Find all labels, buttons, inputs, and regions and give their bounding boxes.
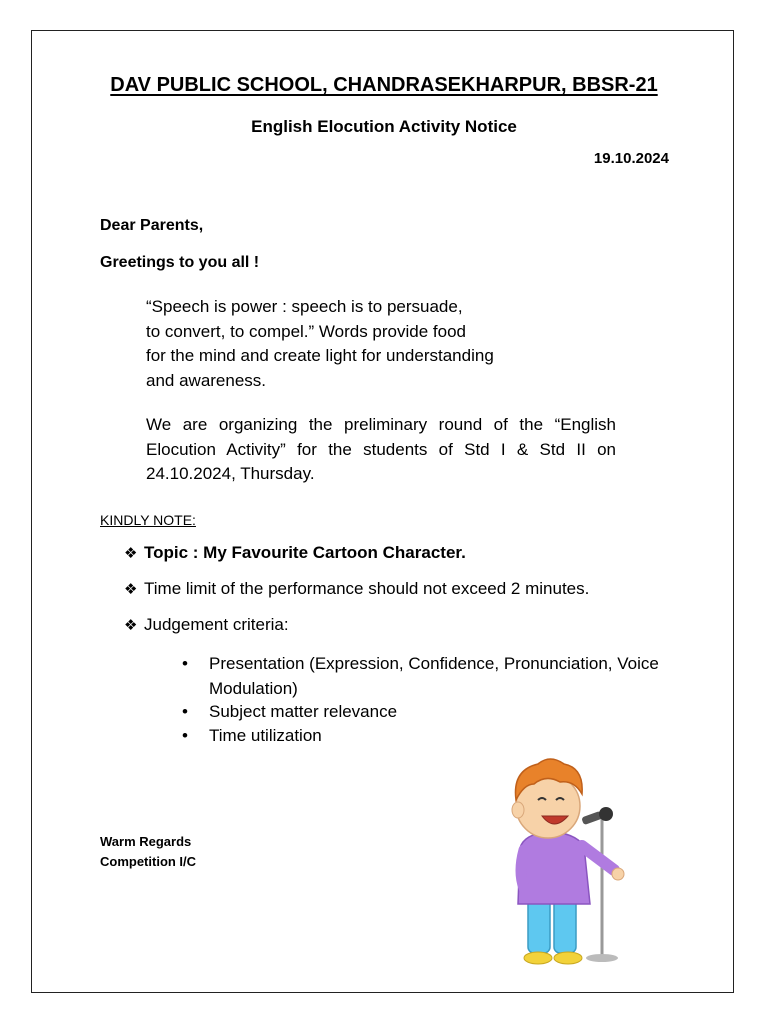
bullet-dot-icon: • (182, 702, 188, 721)
note-item-time-limit (124, 579, 589, 599)
mic-stand-base (586, 954, 618, 962)
warm-regards: Warm Regards (100, 834, 192, 849)
bullet-dot-icon: • (182, 726, 188, 745)
quote-line: and awareness. (146, 370, 267, 390)
diamond-bullet-icon: ❖ (124, 545, 138, 562)
cartoon-kid-microphone-illustration (498, 748, 638, 970)
note-item-topic (124, 543, 466, 563)
note-text: Topic : My Favourite Cartoon Character. (144, 543, 466, 562)
signatory: Competition I/C (100, 854, 197, 869)
kid-arm-left (521, 850, 524, 888)
closing-block (100, 832, 196, 872)
note-item-criteria (124, 615, 289, 635)
criteria-item (182, 700, 662, 725)
kid-shoe-left (524, 952, 552, 964)
criteria-item (182, 724, 662, 749)
kindly-note-heading: KINDLY NOTE: (100, 512, 196, 528)
school-name: DAV PUBLIC SCHOOL, CHANDRASEKHARPUR, BBSR-21 (110, 74, 658, 96)
microphone-icon (599, 807, 613, 821)
diamond-bullet-icon: ❖ (124, 581, 138, 598)
bullet-dot-icon: • (182, 654, 188, 673)
criteria-text: Presentation (Expression, Confidence, Pronunciation, Voice Modulation) (209, 654, 659, 698)
organizing-paragraph: We are organizing the preliminary round of the “English Elocution Activity” for the students of Std I & Std II on 24.10.2024, Thursday. (146, 415, 616, 483)
greeting: Greetings to you all ! (100, 254, 260, 271)
kid-leg-right (554, 898, 576, 953)
kid-hand (612, 868, 624, 880)
note-text: Judgement criteria: (144, 615, 289, 634)
criteria-text: Subject matter relevance (209, 702, 398, 721)
notice-date: 19.10.2024 (593, 150, 669, 167)
criteria-item (182, 652, 662, 701)
quote-line: for the mind and create light for understanding (146, 346, 494, 365)
salutation: Dear Parents, (100, 217, 204, 234)
quote-paragraph (146, 295, 566, 393)
kid-ear (512, 802, 524, 818)
kid-leg-left (528, 898, 550, 953)
criteria-text: Time utilization (209, 726, 322, 745)
note-text: Time limit of the performance should not exceed 2 minutes. (144, 579, 590, 598)
notice-title: English Elocution Activity Notice (251, 117, 517, 136)
quote-line: “Speech is power : speech is to persuade, (146, 297, 463, 316)
quote-line: to convert, to compel.” Words provide food (146, 321, 467, 341)
kid-shoe-right (554, 952, 582, 964)
diamond-bullet-icon: ❖ (124, 617, 138, 634)
